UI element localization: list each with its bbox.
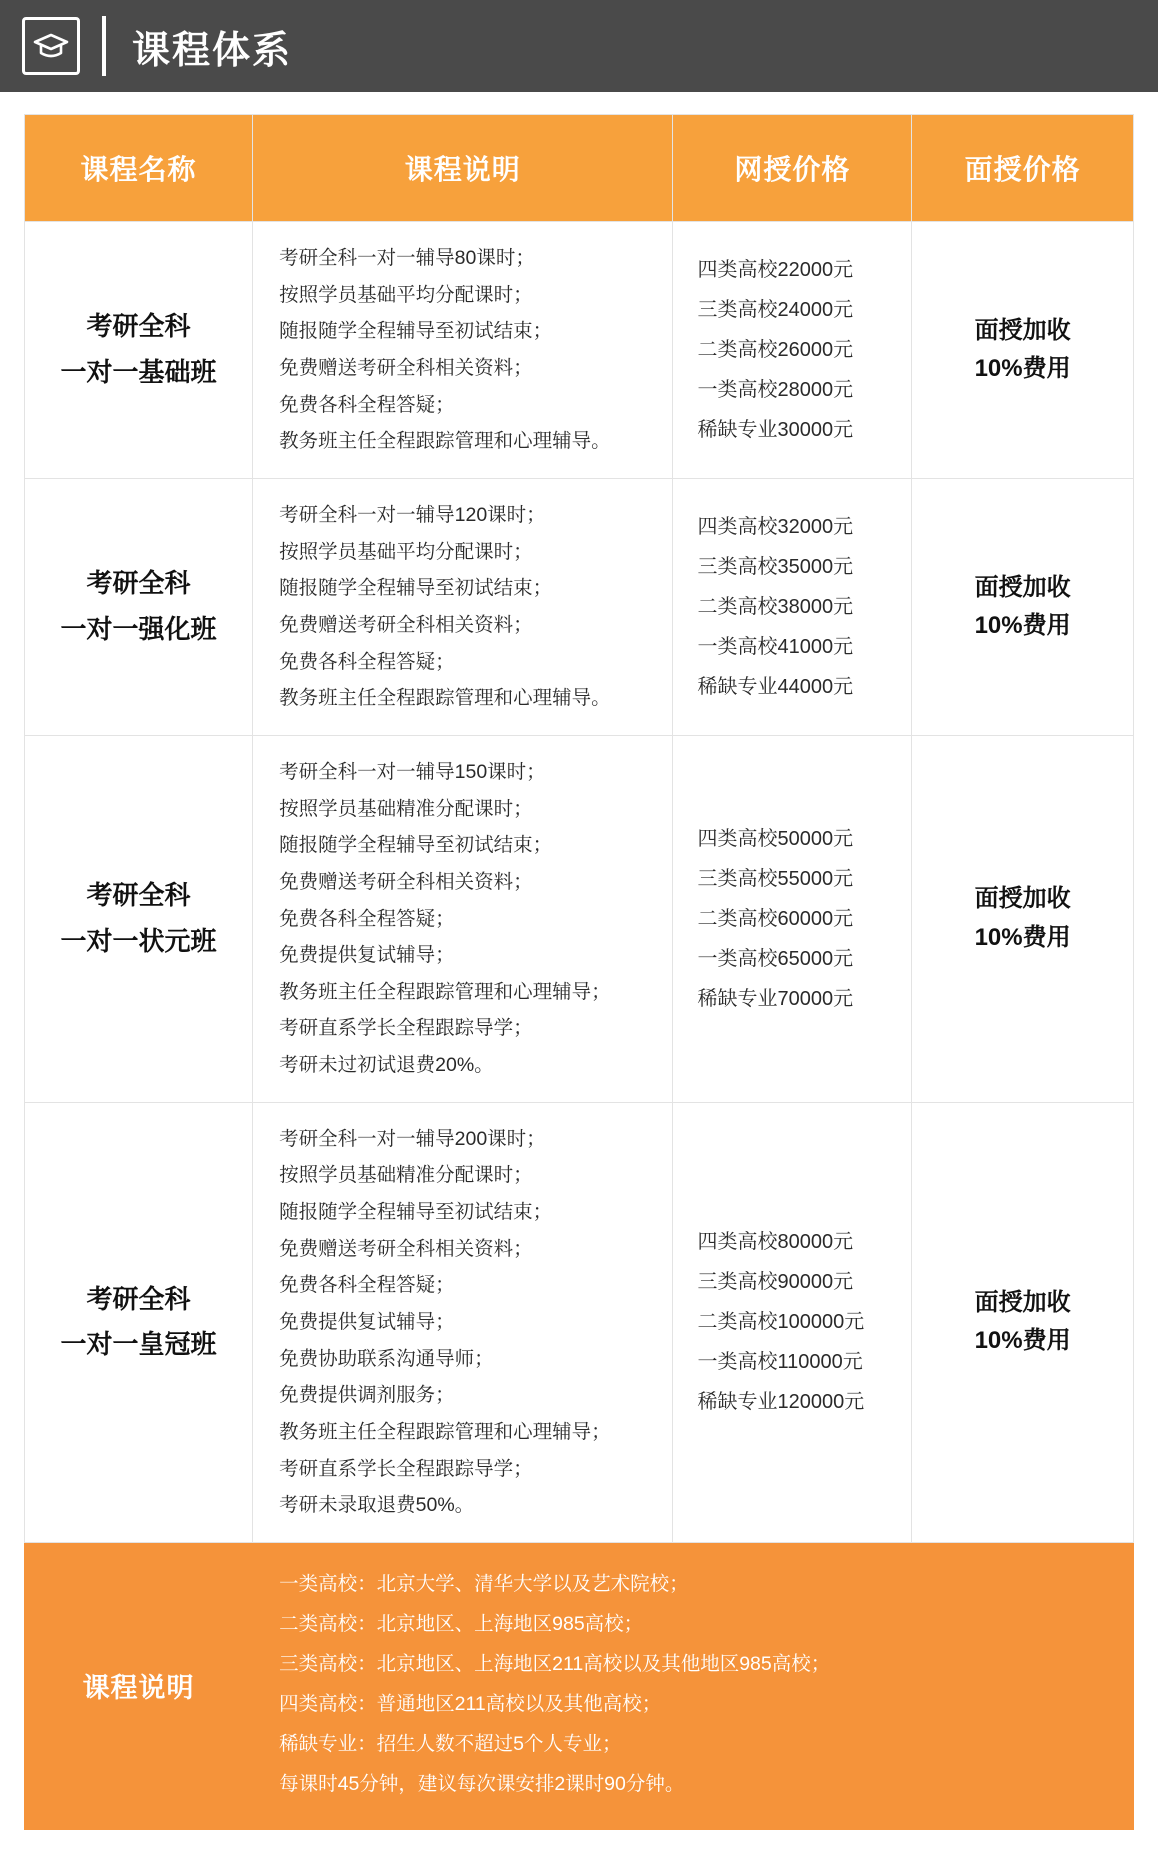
course-desc-cell [253, 1102, 673, 1542]
price-line: 二类高校100000元 [697, 1311, 865, 1334]
desc-line: 随报随学全程辅导至初试结束； [279, 577, 553, 600]
course-name-line1: 考研全科 [86, 1283, 191, 1314]
course-name-cell [25, 1102, 253, 1542]
note-body [253, 1543, 1134, 1830]
course-desc-cell [253, 735, 673, 1102]
desc-line: 按照学员基础精准分配课时； [279, 797, 533, 820]
online-price-cell [673, 222, 912, 479]
desc-line: 随报随学全程辅导至初试结束； [279, 320, 553, 343]
course-desc-cell [253, 478, 673, 735]
desc-line: 按照学员基础平均分配课时； [279, 540, 533, 563]
note-line: 三类高校：北京地区、上海地区211高校以及其他地区985高校； [279, 1652, 831, 1675]
table-container [0, 92, 1158, 1856]
desc-line: 教务班主任全程跟踪管理和心理辅导。 [279, 687, 611, 710]
desc-line: 教务班主任全程跟踪管理和心理辅导； [279, 1421, 611, 1444]
note-row [25, 1543, 1134, 1830]
online-price-cell [673, 735, 912, 1102]
price-line: 三类高校90000元 [697, 1271, 854, 1294]
online-price-cell [673, 1102, 912, 1542]
table-row [25, 735, 1134, 1102]
offline-price-cell [912, 478, 1134, 735]
course-name-cell [25, 222, 253, 479]
price-line: 一类高校110000元 [697, 1351, 863, 1374]
price-line: 四类高校50000元 [697, 827, 854, 850]
desc-line: 免费各科全程答疑； [279, 650, 455, 673]
offline-price-cell [912, 735, 1134, 1102]
course-name-line1: 考研全科 [86, 311, 191, 342]
desc-line: 考研未过初试退费20%。 [279, 1054, 494, 1077]
course-name-line2: 一对一状元班 [60, 925, 217, 956]
desc-line: 免费各科全程答疑； [279, 393, 455, 416]
price-line: 稀缺专业70000元 [697, 987, 854, 1010]
course-name-line1: 考研全科 [86, 568, 191, 599]
online-price-cell [673, 478, 912, 735]
offline-price-line1: 面授加收 [974, 1289, 1071, 1316]
desc-line: 免费赠送考研全科相关资料； [279, 1237, 533, 1260]
column-header-online-price: 网授价格 [673, 115, 912, 222]
desc-line: 考研全科一对一辅导80课时； [279, 247, 535, 269]
desc-line: 免费赠送考研全科相关资料； [279, 870, 533, 893]
note-line: 每课时45分钟，建议每次课安排2课时90分钟。 [279, 1772, 685, 1795]
page-header [0, 0, 1158, 92]
column-header-offline-price: 面授价格 [912, 115, 1134, 222]
desc-line: 教务班主任全程跟踪管理和心理辅导。 [279, 430, 611, 453]
price-line: 二类高校38000元 [697, 595, 854, 618]
note-line: 四类高校：普通地区211高校以及其他高校； [279, 1692, 662, 1715]
course-name-cell [25, 478, 253, 735]
offline-price-line1: 面授加收 [974, 573, 1071, 601]
offline-price-line2: 10%费用 [974, 923, 1071, 951]
desc-line: 随报随学全程辅导至初试结束； [279, 834, 553, 857]
note-line: 二类高校：北京地区、上海地区985高校； [279, 1612, 644, 1635]
table-row [25, 222, 1134, 479]
price-line: 二类高校60000元 [697, 907, 854, 930]
course-name-line2: 一对一基础班 [60, 356, 217, 387]
course-table [24, 114, 1134, 1830]
price-line: 四类高校22000元 [697, 258, 854, 281]
offline-price-line2: 10%费用 [974, 354, 1071, 382]
offline-price-line1: 面授加收 [974, 316, 1071, 344]
offline-price-line2: 10%费用 [974, 611, 1071, 639]
price-line: 一类高校28000元 [697, 378, 854, 401]
table-row [25, 1102, 1134, 1542]
desc-line: 免费赠送考研全科相关资料； [279, 356, 533, 379]
desc-line: 考研直系学长全程跟踪导学； [279, 1017, 533, 1040]
desc-line: 免费各科全程答疑； [279, 1274, 455, 1297]
graduation-cap-icon [22, 17, 80, 75]
price-line: 四类高校32000元 [697, 515, 854, 538]
price-line: 四类高校80000元 [697, 1231, 854, 1254]
course-name-line2: 一对一强化班 [60, 613, 217, 644]
desc-line: 免费各科全程答疑； [279, 907, 455, 930]
column-header-desc: 课程说明 [253, 115, 673, 222]
price-line: 三类高校35000元 [697, 555, 854, 578]
desc-line: 考研全科一对一辅导200课时； [279, 1127, 546, 1150]
column-header-name: 课程名称 [25, 115, 253, 222]
note-line: 一类高校：北京大学、清华大学以及艺术院校； [279, 1573, 689, 1595]
table-head [25, 115, 1134, 222]
header-divider [102, 16, 106, 76]
desc-line: 考研全科一对一辅导120课时； [279, 503, 546, 526]
price-line: 稀缺专业44000元 [697, 675, 854, 698]
price-line: 三类高校24000元 [697, 298, 854, 321]
offline-price-line1: 面授加收 [974, 885, 1071, 913]
price-line: 稀缺专业30000元 [697, 418, 854, 441]
desc-line: 免费提供复试辅导； [279, 1311, 455, 1334]
course-name-line2: 一对一皇冠班 [60, 1329, 217, 1360]
desc-line: 考研全科一对一辅导150课时； [279, 760, 546, 783]
price-line: 二类高校26000元 [697, 338, 854, 361]
course-name-cell [25, 735, 253, 1102]
table-row [25, 478, 1134, 735]
offline-price-cell [912, 1102, 1134, 1542]
note-label: 课程说明 [25, 1543, 253, 1830]
note-line: 稀缺专业：招生人数不超过5个人专业； [279, 1732, 622, 1755]
desc-line: 免费提供复试辅导； [279, 944, 455, 967]
course-name-line1: 考研全科 [86, 880, 191, 911]
price-line: 一类高校41000元 [697, 635, 854, 658]
price-line: 一类高校65000元 [697, 947, 854, 970]
desc-line: 教务班主任全程跟踪管理和心理辅导； [279, 980, 611, 1003]
desc-line: 考研未录取退费50%。 [279, 1494, 475, 1517]
desc-line: 按照学员基础平均分配课时； [279, 283, 533, 306]
price-line: 三类高校55000元 [697, 867, 854, 890]
desc-line: 考研直系学长全程跟踪导学； [279, 1457, 533, 1480]
price-line: 稀缺专业120000元 [697, 1391, 865, 1414]
desc-line: 免费提供调剂服务； [279, 1384, 455, 1407]
desc-line: 按照学员基础精准分配课时； [279, 1164, 533, 1187]
table-body [25, 222, 1134, 1830]
course-desc-cell [253, 222, 673, 479]
page-title: 课程体系 [132, 29, 293, 72]
table-header-row [25, 115, 1134, 222]
desc-line: 免费协助联系沟通导师； [279, 1347, 494, 1370]
offline-price-line2: 10%费用 [974, 1327, 1071, 1355]
desc-line: 免费赠送考研全科相关资料； [279, 613, 533, 636]
offline-price-cell [912, 222, 1134, 479]
desc-line: 随报随学全程辅导至初试结束； [279, 1201, 553, 1224]
